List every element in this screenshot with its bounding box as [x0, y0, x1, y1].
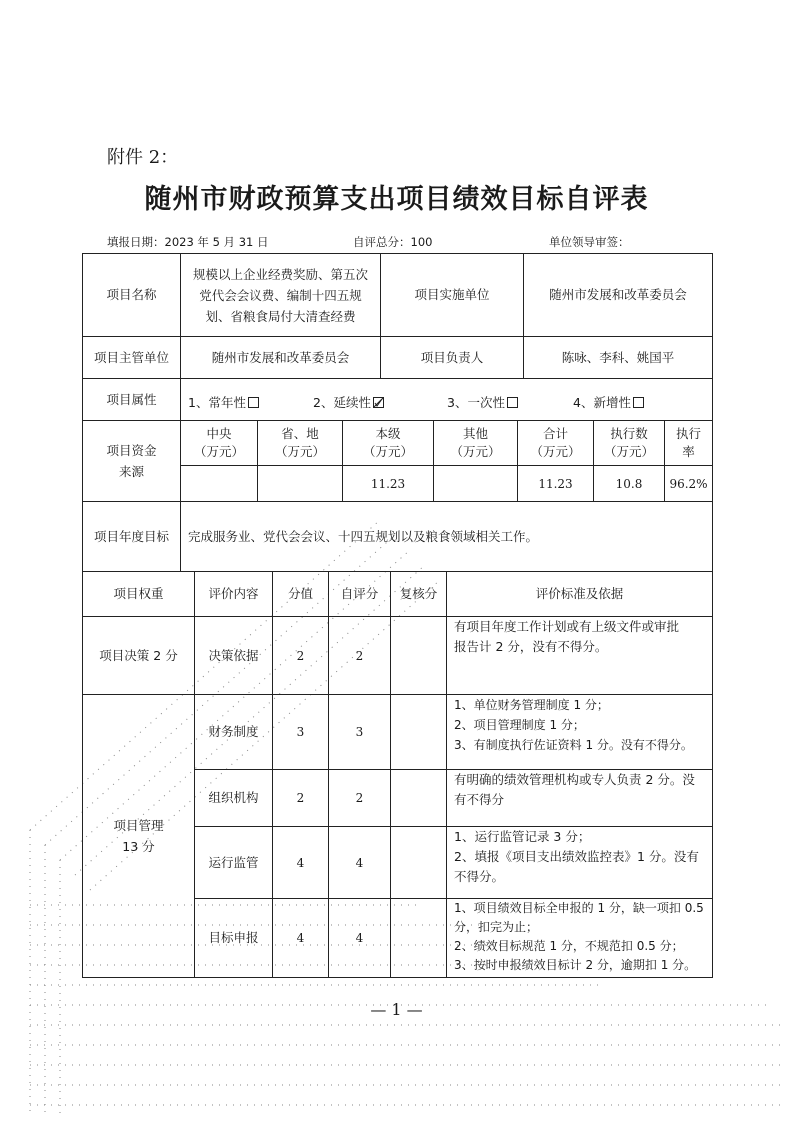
eval-row-criteria [447, 899, 712, 977]
funds-label-line: 项目资金 [106, 443, 157, 458]
manager-label: 项目负责人 [420, 349, 484, 365]
total-score: 自评总分：100 [353, 235, 433, 249]
eval-row-score: 3 [296, 725, 305, 739]
attr-option-new[interactable] [573, 393, 644, 411]
eval-header-weight: 项目权重 [113, 586, 164, 601]
funds-value-central [181, 466, 257, 501]
funds-header-text: 其他 [462, 426, 488, 441]
funds-value-rate: 96.2% [669, 476, 708, 491]
eval-header-criteria: 评价标准及依据 [535, 586, 624, 601]
group-weight-line: 13 分 [122, 839, 155, 854]
criteria-line: 2、填报《项目支出绩效监控表》1 分。没有 [454, 849, 699, 864]
project-name-line: 划、省粮食局付大清查经费 [205, 308, 356, 324]
leader-sign-label: 单位领导审签： [549, 235, 630, 249]
attr-option-continuing[interactable] [313, 393, 384, 411]
eval-header-self: 自评分 [340, 586, 379, 601]
supervisor-label: 项目主管单位 [93, 349, 169, 365]
attr-label: 项目属性 [106, 391, 157, 407]
project-name-line: 党代会会议费、编制十四五规 [199, 287, 362, 303]
attr-option-label: 1、常年性 [188, 395, 246, 410]
funds-header-total [518, 421, 593, 465]
funds-header-unit: （万元） [603, 444, 654, 459]
criteria-line: 不得分。 [454, 869, 505, 884]
eval-row-review [391, 770, 446, 826]
funds-header-unit: 率 [682, 444, 695, 459]
criteria-line: 2、绩效目标规范 1 分，不规范扣 0.5 分； [454, 939, 684, 953]
impl-unit-value: 随州市发展和改革委员会 [549, 287, 687, 302]
attr-option-label: 3、一次性 [447, 395, 505, 410]
funds-header-central [181, 421, 257, 465]
funds-header-rate [665, 421, 712, 465]
funds-header-local [343, 421, 433, 465]
funds-header-province [258, 421, 342, 465]
funds-header-executed [594, 421, 664, 465]
funds-value-local: 11.23 [370, 476, 406, 491]
attr-option-perennial[interactable] [188, 393, 259, 411]
eval-row-criteria [447, 770, 712, 826]
supervisor-value: 随州市发展和改革委员会 [211, 349, 350, 365]
funds-header-unit: （万元） [274, 444, 325, 459]
eval-row-self: 2 [355, 791, 364, 805]
attr-option-onetime[interactable] [447, 393, 518, 411]
eval-row-score: 2 [296, 791, 305, 805]
criteria-line: 有项目年度工作计划或有上级文件或审批 [454, 619, 680, 634]
checkbox-checked-icon[interactable] [373, 397, 384, 408]
eval-row-self: 2 [355, 648, 364, 663]
eval-header-content: 评价内容 [208, 586, 259, 601]
criteria-line: 2、项目管理制度 1 分； [454, 718, 585, 732]
group-weight-line: 项目管理 [113, 818, 164, 833]
checkbox-icon[interactable] [633, 397, 644, 408]
funds-value-total: 11.23 [538, 476, 573, 491]
funds-header-unit: （万元） [450, 444, 501, 459]
funds-header-text: 执行 [675, 426, 701, 441]
fill-date: 填报日期：2023 年 5 月 31 日 [107, 235, 269, 249]
criteria-line: 有明确的绩效管理机构或专人负责 2 分。没 [454, 772, 695, 787]
eval-row-score: 2 [296, 648, 305, 663]
group-weight-decision: 项目决策 2 分 [99, 647, 178, 663]
eval-row-review [391, 695, 446, 769]
attachment-label: 附件 2： [107, 147, 179, 168]
criteria-line: 有不得分 [454, 792, 505, 807]
criteria-line: 1、项目绩效目标全申报的 1 分，缺一项扣 0.5 [454, 901, 704, 915]
criteria-line: 1、运行监管记录 3 分； [454, 829, 591, 844]
funds-header-text: 本级 [375, 426, 401, 441]
eval-row-score: 4 [296, 931, 305, 945]
page-title: 随州市财政预算支出项目绩效目标自评表 [144, 184, 649, 215]
checkbox-icon[interactable] [507, 397, 518, 408]
funds-header-text: 执行数 [610, 426, 648, 441]
eval-header-score: 分值 [287, 586, 313, 601]
eval-row-criteria [447, 617, 712, 694]
eval-row-criteria [447, 827, 712, 898]
funds-header-text: 合计 [542, 426, 568, 441]
eval-row-score: 4 [296, 855, 305, 870]
annual-goal-label: 项目年度目标 [93, 528, 169, 544]
project-name-line: 规模以上企业经费奖励、第五次 [192, 266, 368, 282]
eval-row-content: 运行监管 [208, 854, 259, 870]
attr-option-label: 2、延续性 [313, 395, 371, 410]
manager-value: 陈咏、李科、姚国平 [561, 349, 675, 365]
criteria-line: 3、有制度执行佐证资料 1 分。没有不得分。 [454, 738, 693, 752]
checkbox-icon[interactable] [248, 397, 259, 408]
impl-unit-label: 项目实施单位 [414, 287, 490, 302]
attr-option-label: 4、新增性 [573, 395, 631, 410]
eval-row-review [391, 617, 446, 694]
eval-row-review [391, 899, 446, 977]
funds-header-text: 中央 [206, 426, 232, 441]
funds-header-other [434, 421, 517, 465]
criteria-line: 1、单位财务管理制度 1 分； [454, 698, 609, 712]
eval-row-self: 4 [355, 855, 364, 870]
eval-row-content: 决策依据 [208, 647, 259, 663]
criteria-line: 3、按时申报绩效目标计 2 分，逾期扣 1 分。 [454, 958, 697, 972]
funds-header-unit: （万元） [193, 444, 244, 459]
page-number: — 1 — [370, 1000, 423, 1019]
funds-label [83, 421, 180, 501]
funds-header-text: 省、地 [281, 426, 319, 441]
eval-row-self: 3 [355, 725, 364, 739]
eval-row-content: 目标申报 [208, 930, 259, 945]
project-name-label: 项目名称 [106, 287, 157, 302]
annual-goal-value: 完成服务业、党代会会议、十四五规划以及粮食领域相关工作。 [188, 528, 539, 544]
funds-value-executed: 10.8 [615, 476, 643, 491]
eval-row-review [391, 827, 446, 898]
funds-header-unit: （万元） [530, 444, 581, 459]
project-name-value [181, 254, 380, 336]
eval-row-content: 财务制度 [208, 724, 259, 739]
criteria-line: 报告计 2 分，没有不得分。 [454, 639, 608, 654]
funds-header-unit: （万元） [362, 444, 413, 459]
eval-header-review: 复核分 [399, 586, 438, 601]
eval-row-criteria [447, 695, 712, 769]
eval-row-content: 组织机构 [208, 790, 259, 805]
funds-value-other [434, 466, 517, 501]
group-weight-management [83, 695, 194, 977]
criteria-line: 分，扣完为止； [454, 920, 539, 934]
funds-value-province [258, 466, 342, 501]
funds-label-line: 来源 [118, 464, 144, 479]
eval-row-self: 4 [355, 931, 364, 945]
